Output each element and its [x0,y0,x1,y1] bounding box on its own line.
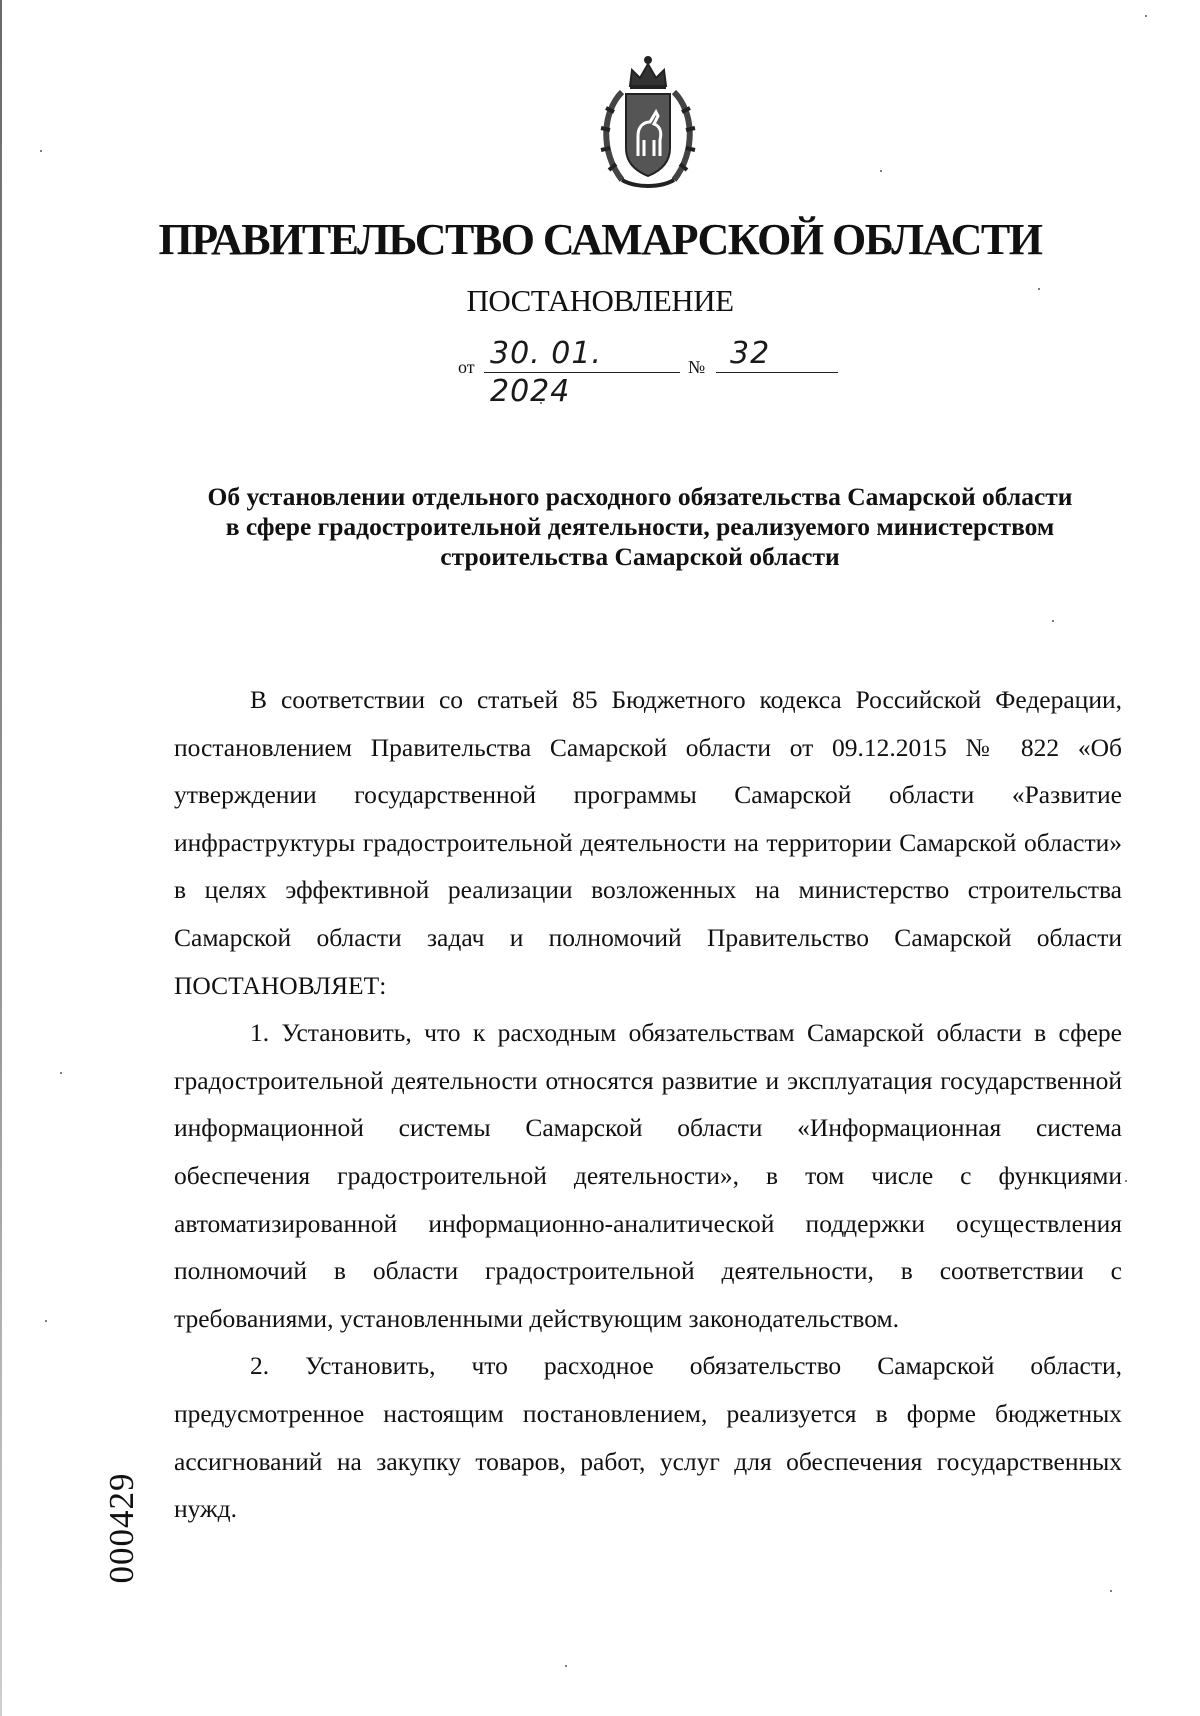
scan-speck [40,150,42,152]
handwritten-number: 32 [716,335,838,373]
stamp-number: 000429 [102,1472,141,1583]
date-number-line [458,335,838,409]
scan-speck [565,1665,567,1667]
scan-speck [60,1072,62,1074]
scan-speck [45,1320,47,1322]
preamble-paragraph: В соответствии со статьей 85 Бюджетного кодекса Российской Федерации, постановлением Правительства Самарской области от 09.12.2015 № 822 «Об утверждении государственной программы Самарской области «Развитие инфраструктуры градостроительной деятельности на территории Самарской области» в целях эффективной реализации возложенных на министерство строительства Самарской области задач и полномочий Правительство Самарской области ПОСТАНОВЛЯЕТ: [174,685,1122,1000]
document-title [180,482,1100,572]
scan-speck [880,170,882,172]
government-name: ПРАВИТЕЛЬСТВО САМАРСКОЙ ОБЛАСТИ [158,215,1042,264]
number-label: № [688,357,706,377]
clause-1-paragraph: 1. Установить, что к расходным обязательствам Самарской области в сфере градостроительной деятельности относятся развитие и эксплуатация государственной информационной системы Самарской области «Информационная система обеспечения градостроительной деятельности», в том числе с функциями автоматизированной информационно-аналитической поддержки осуществления полномочий в области градостроительной деятельности, в соответствии с требованиями, установленными действующим законодательством. [174,1018,1122,1333]
handwritten-date: 30. 01. 2024 [484,335,680,373]
scan-speck [1125,1180,1127,1182]
margin-registration-stamp [92,1440,152,1615]
clause-2-paragraph: 2. Установить, что расходное обязательство Самарской области, предусмотренное настоящим постановлением, реализуется в форме бюджетных ассигнований на закупку товаров, работ, услуг для обеспечения государственных нужд. [174,1351,1122,1524]
scan-speck [1052,620,1054,622]
date-label: от [458,357,475,377]
title-line: Об установлении отдельного расходного обязательства Самарской области [207,482,1073,511]
samara-coat-of-arms-icon [592,52,704,192]
document-type: ПОСТАНОВЛЕНИЕ [466,283,734,318]
title-line: в сфере градостроительной деятельности, реализуемого министерством [225,512,1055,541]
title-line: строительства Самарской области [440,542,840,571]
scan-speck [1145,15,1147,17]
scan-speck [1110,1590,1112,1592]
document-body [174,676,1122,1533]
